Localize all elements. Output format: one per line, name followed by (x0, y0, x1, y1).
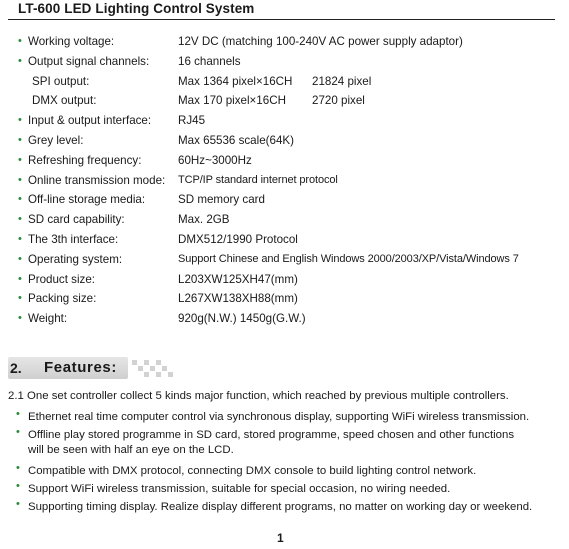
spec-label: Refreshing frequency: (28, 153, 142, 167)
spec-label: Weight: (28, 312, 68, 326)
spec-value: 12V DC (matching 100-240V AC power supply adaptor) (178, 35, 463, 48)
spec-value-secondary: 21824 pixel (312, 74, 372, 88)
feature-text: Offline play stored programme in SD card, stored programme, speed chosen and other functions (28, 429, 515, 441)
spec-value: 920g(N.W.) 1450g(G.W.) (178, 312, 306, 326)
spec-row (14, 289, 559, 309)
bullet-icon: • (18, 312, 22, 325)
spec-label: SD card capability: (28, 213, 125, 227)
bullet-icon: • (18, 54, 22, 67)
bullet-icon: • (18, 213, 22, 226)
bullet-icon: • (18, 173, 22, 186)
spec-label: Off-line storage media: (28, 193, 146, 207)
bullet-icon: • (18, 232, 22, 245)
bullet-icon: • (16, 426, 20, 438)
features-intro: 2.1 One set controller collect 5 kinds major function, which reached by previous multiple controllers. (8, 390, 509, 402)
feature-text: Compatible with DMX protocol, connecting DMX console to build lighting control network. (28, 465, 477, 477)
spec-label: DMX output: (32, 94, 97, 108)
spec-value: Support Chinese and English Windows 2000/2003/XP/Vista/Windows 7 (178, 252, 519, 265)
spec-value: 16 channels (178, 54, 241, 68)
spec-value: TCP/IP standard internet protocol (178, 173, 338, 186)
bullet-icon: • (18, 114, 22, 127)
spec-label: Output signal channels: (28, 54, 150, 68)
feature-text-continued: will be seen with half an eye on the LCD. (28, 444, 234, 456)
spec-row (14, 270, 559, 290)
spec-value: L267XW138XH88(mm) (178, 292, 298, 306)
spec-label: SPI output: (32, 74, 90, 88)
spec-label: Packing size: (28, 292, 97, 306)
section-heading-features (8, 357, 178, 381)
spec-label: Operating system: (28, 252, 123, 266)
spec-row (14, 72, 559, 92)
spec-row (14, 32, 559, 52)
bullet-icon: • (18, 35, 22, 47)
bullet-icon: • (18, 193, 22, 206)
spec-value: L203XW125XH47(mm) (178, 272, 298, 286)
spec-row (14, 111, 559, 131)
bullet-icon: • (16, 408, 20, 420)
document-title: LT-600 LED Lighting Control System (18, 1, 255, 16)
spec-row (14, 52, 559, 72)
section-number: 2. (10, 360, 22, 376)
spec-value: Max 170 pixel×16CH (178, 94, 286, 108)
spec-row (14, 250, 559, 270)
spec-value: SD memory card (178, 193, 265, 207)
spec-label: The 3th interface: (28, 232, 119, 246)
spec-label: Product size: (28, 272, 96, 286)
section-heading-decoration (128, 357, 176, 379)
spec-value: RJ45 (178, 114, 206, 128)
spec-list (14, 32, 559, 329)
page-number: 1 (277, 531, 284, 545)
bullet-icon: • (16, 480, 20, 492)
spec-value: Max. 2GB (178, 213, 230, 227)
bullet-icon: • (18, 292, 22, 305)
bullet-icon: • (18, 133, 22, 146)
feature-text: Support WiFi wireless transmission, suitable for special occasion, no wiring needed. (28, 483, 451, 495)
spec-row (14, 309, 559, 329)
feature-text: Supporting timing display. Realize display different programs, no matter on working day or weekend. (28, 501, 533, 513)
section-title: Features: (44, 359, 117, 376)
spec-row (14, 91, 559, 111)
spec-row (14, 190, 559, 210)
bullet-icon: • (18, 153, 22, 166)
bullet-icon: • (18, 252, 22, 265)
spec-row (14, 210, 559, 230)
spec-label: Online transmission mode: (28, 173, 166, 187)
spec-value: Max 65536 scale(64K) (178, 133, 294, 147)
spec-row (14, 151, 559, 171)
bullet-icon: • (18, 272, 22, 285)
bullet-icon: • (16, 498, 20, 510)
spec-label: Input & output interface: (28, 114, 152, 128)
spec-value: DMX512/1990 Protocol (178, 232, 298, 246)
spec-row (14, 171, 559, 191)
spec-row (14, 131, 559, 151)
spec-row (14, 230, 559, 250)
spec-label: Working voltage: (28, 35, 115, 48)
spec-value-secondary: 2720 pixel (312, 94, 365, 108)
title-divider (8, 19, 555, 20)
bullet-icon: • (16, 462, 20, 474)
feature-text: Ethernet real time computer control via synchronous display, supporting WiFi wireless transmission. (28, 411, 530, 423)
spec-label: Grey level: (28, 133, 84, 147)
spec-value: Max 1364 pixel×16CH (178, 74, 293, 88)
spec-value: 60Hz~3000Hz (178, 153, 252, 167)
